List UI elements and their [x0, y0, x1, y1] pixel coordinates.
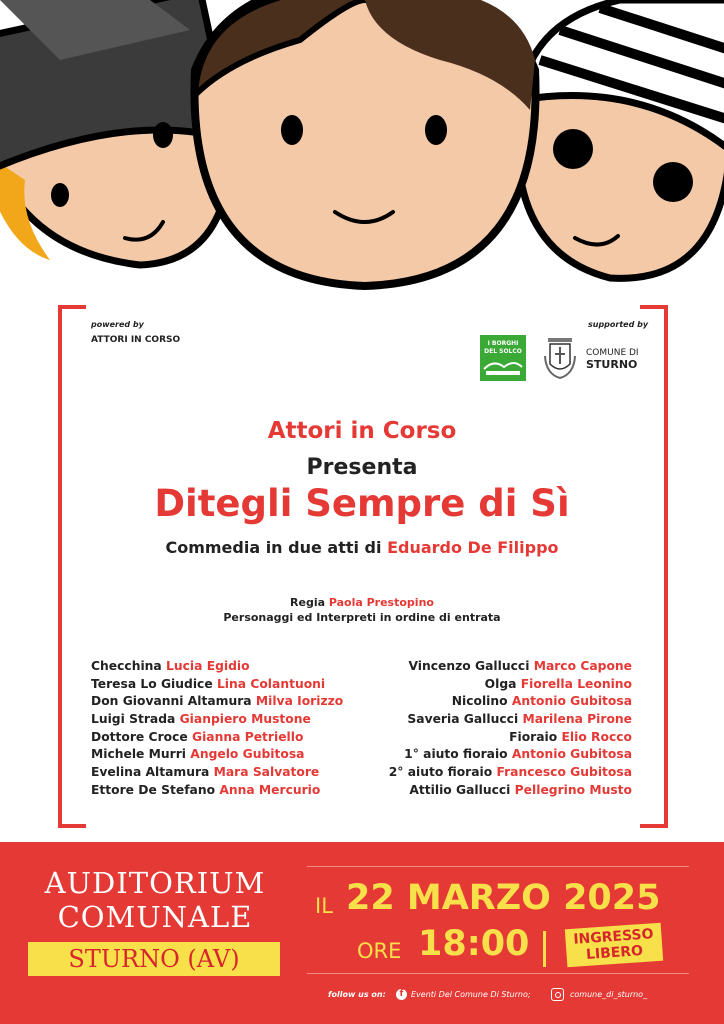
instagram-link[interactable]: comune_di_sturno_ — [570, 990, 648, 999]
play-subtitle — [0, 538, 724, 557]
cast-actor: Gianna Petriello — [192, 729, 304, 744]
cast-actor: Francesco Gubitosa — [496, 765, 632, 780]
supported-by-label: supported by — [588, 320, 649, 329]
regia-label: Regia — [290, 596, 329, 609]
powered-by-name: ATTORI IN CORSO — [91, 335, 181, 345]
cast-role: Ettore De Stefano — [91, 782, 216, 797]
cast-row — [91, 782, 371, 800]
comune-line2: STURNO — [586, 358, 638, 371]
cast-list-left — [91, 658, 371, 800]
facebook-link[interactable]: Eventi Del Comune Di Sturno; — [411, 990, 531, 999]
borghi-logo-line2: DEL SOLCO — [484, 348, 522, 355]
cast-actor: Gianpiero Mustone — [179, 712, 311, 727]
company-name: Attori in Corso — [267, 418, 457, 444]
divider-top — [307, 866, 689, 867]
divider-bottom — [307, 973, 689, 974]
cast-role: Don Giovanni Altamura — [91, 694, 252, 709]
author-name: Eduardo De Filippo — [387, 538, 559, 557]
cast-row — [91, 711, 371, 729]
cast-row — [360, 782, 632, 800]
instagram-icon[interactable] — [551, 988, 564, 1001]
cast-actor: Milva Iorizzo — [255, 694, 344, 709]
cast-role: Luigi Strada — [91, 712, 176, 727]
borghi-landscape-icon — [480, 335, 526, 381]
venue-line1: AUDITORIUM — [44, 866, 266, 900]
cast-row — [360, 746, 632, 764]
cast-role: 1° aiuto fioraio — [404, 747, 508, 762]
cast-role: Saveria Gallucci — [407, 712, 519, 727]
personaggi-heading: Personaggi ed Interpreti in ordine di entrata — [223, 611, 501, 624]
date-prefix: IL — [315, 894, 333, 918]
cast-actor: Lucia Egidio — [166, 659, 250, 673]
cast-actor: Antonio Gubitosa — [511, 694, 632, 709]
cast-role: Evelina Altamura — [91, 765, 210, 780]
cast-role: Nicolino — [451, 694, 508, 709]
cast-row — [360, 693, 632, 711]
follow-us-label: follow us on: — [328, 990, 386, 999]
cast-row — [91, 658, 371, 676]
frame-bracket-left — [58, 305, 86, 828]
cast-actor: Fiorella Leonino — [520, 676, 632, 691]
event-date: 22 MARZO 2025 — [346, 878, 661, 918]
play-title: Ditegli Sempre di Sì — [154, 482, 570, 525]
borghi-logo-line1: I BORGHI — [487, 340, 519, 347]
regia-name: Paola Prestopino — [328, 596, 434, 609]
powered-by-label: powered by — [91, 320, 144, 329]
cast-actor: Lina Colantuoni — [216, 676, 326, 691]
cast-role: Dottore Croce — [91, 729, 188, 744]
venue-place: STURNO (AV) — [68, 945, 240, 973]
presenta-text: Presenta — [306, 455, 418, 480]
cast-actor: Marco Capone — [533, 659, 632, 673]
cast-role: Olga — [484, 676, 517, 691]
cast-list-right — [360, 658, 632, 800]
cast-role: Vincenzo Gallucci — [408, 659, 530, 673]
middle-face — [194, 0, 535, 286]
right-face — [517, 0, 724, 278]
cast-role: Michele Murri — [91, 747, 187, 762]
cast-actor: Elio Rocco — [561, 729, 632, 744]
cast-row — [360, 676, 632, 694]
regia-line — [0, 596, 724, 609]
cast-row — [91, 746, 371, 764]
subtitle-prefix: Commedia in due atti di — [165, 538, 388, 557]
venue-line2: COMUNALE — [57, 900, 253, 934]
cast-role: Attilio Gallucci — [409, 782, 511, 797]
cast-actor: Pellegrino Musto — [514, 782, 632, 797]
event-time: 18:00 — [418, 924, 530, 964]
ingresso-libero-badge — [565, 923, 663, 968]
cast-actor: Anna Mercurio — [219, 782, 321, 797]
comune-crest-icon — [542, 334, 578, 382]
cast-actor: Mara Salvatore — [213, 765, 320, 780]
frame-bracket-right — [640, 305, 668, 828]
cast-actor: Angelo Gubitosa — [190, 747, 305, 762]
cast-row — [91, 764, 371, 782]
cast-role: Checchina — [91, 659, 162, 673]
cast-row — [91, 729, 371, 747]
cartoon-faces-illustration — [0, 0, 724, 290]
cast-role: Fioraio — [509, 729, 558, 744]
cast-role: Teresa Lo Giudice — [91, 676, 213, 691]
comune-line1: COMUNE DI — [586, 348, 639, 358]
cast-row — [360, 764, 632, 782]
cast-row — [360, 658, 632, 676]
facebook-icon[interactable]: f — [396, 989, 407, 1000]
cast-role: 2° aiuto fioraio — [388, 765, 493, 780]
borghi-del-solco-logo — [480, 335, 526, 381]
time-prefix: ORE — [357, 939, 402, 963]
cast-row — [91, 676, 371, 694]
cast-row — [360, 711, 632, 729]
ingresso-line1: INGRESSO — [572, 926, 654, 948]
cast-actor: Marilena Pirone — [522, 712, 632, 727]
cast-row — [91, 693, 371, 711]
vertical-divider — [543, 931, 546, 967]
cast-row — [360, 729, 632, 747]
ingresso-line2: LIBERO — [585, 943, 644, 963]
cast-actor: Antonio Gubitosa — [511, 747, 632, 762]
